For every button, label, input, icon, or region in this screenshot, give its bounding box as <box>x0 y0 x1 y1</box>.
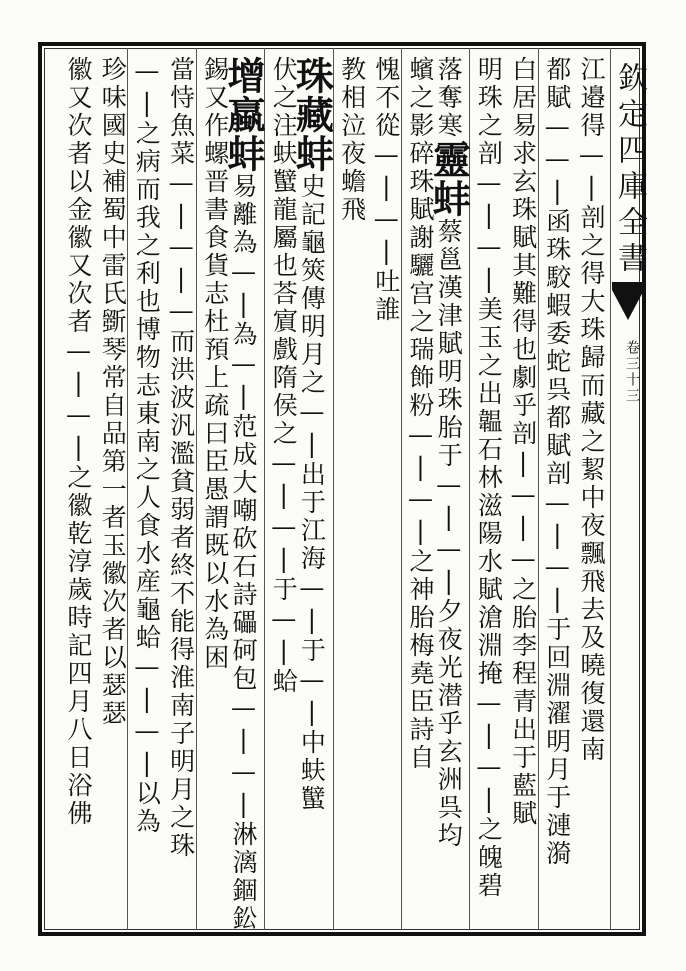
column-text: 明珠之剖—|—|美玉之出韞石林滋陽水賦滄淵掩—|—|之魄碧 <box>474 56 504 900</box>
column-text: 碎珠賦謝驪宫之瑞飾粉—|—|之神胎梅堯臣詩自 <box>406 140 435 772</box>
column-text: 易離為—|為—|范成大嘲砍石詩礧砢包—|—|淋漓錮鈆 <box>229 173 258 933</box>
text-column <box>95 56 129 926</box>
column-text: 愧不從—|—|吐誰 <box>371 56 401 324</box>
column-text: 蠙之影 <box>406 56 435 140</box>
column-text: 伏之注蚨蠥龍屬也荅賔戲隋侯之—|—|于—|蛤 <box>269 56 299 696</box>
text-column <box>426 56 472 926</box>
fish-tail-bar <box>612 282 644 290</box>
column-text: 徽又次者以金徽又次者—|—|之徽乾淳歲時記四月八日浴佛 <box>64 56 93 828</box>
column-text: 教相泣夜蟾飛 <box>337 56 367 224</box>
column-text: 錫又作螺晋書食貨志杜預上疏曰臣愚謂既以水為困 <box>200 56 230 672</box>
column-text: 史記龜筴傳明月之—|出于江海—|于—|中蚨蠥 <box>297 173 327 813</box>
text-column <box>266 56 300 926</box>
text-column <box>335 56 369 926</box>
column-text: 都賦——|函珠駮蝦委蛇呉都賦剖—|—|于回淵濯明月于漣漪 <box>542 56 572 868</box>
text-column <box>198 56 232 926</box>
text-column <box>61 56 95 926</box>
text-column <box>289 56 335 926</box>
entry-heading: 珠藏蚌 <box>289 56 335 173</box>
margin-rule <box>610 48 611 930</box>
column-text: —|之病而我之利也博物志東南之人食水産龜蛤—|—|以為 <box>132 56 162 836</box>
text-column <box>471 56 505 926</box>
fish-tail-mark <box>612 290 644 320</box>
entry-heading: 靈蚌 <box>426 140 472 218</box>
text-column <box>540 56 574 926</box>
margin-title: 欽定四庫全書 <box>612 62 647 278</box>
column-text: 當恃魚菜—|—|—而洪波汎濫貧弱者終不能得淮南子明月之珠 <box>166 56 196 860</box>
text-column <box>129 56 163 926</box>
column-text: 白居易求玄珠賦其難得也劇乎剖|—|—之胎李程青出于藍賦 <box>508 56 538 828</box>
column-text: 落奪寒 <box>434 56 464 140</box>
column-text: 蔡邕漢津賦明珠胎于—|—|夕夜光潜乎玄洲呉均 <box>434 218 464 850</box>
margin-volume: 卷三十三 <box>624 340 640 404</box>
text-column <box>403 56 437 926</box>
entry-heading: 增蠃蚌 <box>221 56 266 173</box>
text-column <box>221 56 266 933</box>
column-text: 江邉得—|剖之得大珠歸而藏之絜中夜飄飛去及曉復還南 <box>577 56 606 764</box>
column-text: 珍味國史補蜀中雷氏斵琴常自品第一者玉徽次者以瑟瑟 <box>98 56 128 728</box>
text-column <box>506 56 540 926</box>
text-column <box>574 56 608 926</box>
text-column <box>369 56 403 926</box>
text-column <box>164 56 198 926</box>
